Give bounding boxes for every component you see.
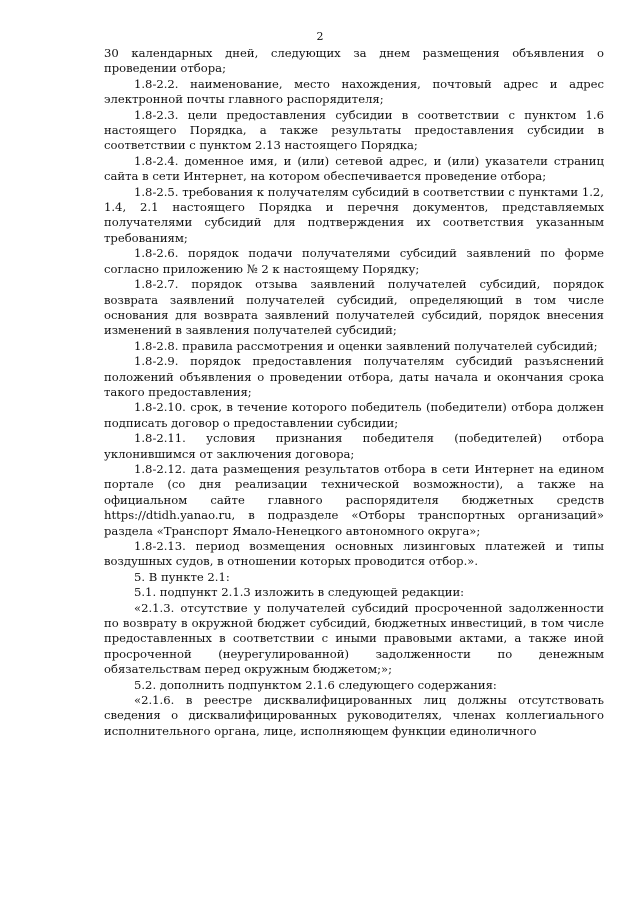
page-number: 2 [316, 30, 324, 43]
paragraph: 1.8-2.4. доменное имя, и (или) сетевой адрес, и (или) указатели страниц сайта в сети Интернет, на котором обеспечивается проведение отбора; [104, 153, 604, 184]
document-body [104, 46, 604, 739]
paragraph: 1.8-2.9. порядок предоставления получателям субсидий разъяснений положений объявления о проведении отбора, даты начала и окончания срока такого предоставления; [104, 354, 604, 399]
paragraph: 1.8-2.10. срок, в течение которого победитель (победители) отбора должен подписать договор о предоставлении субсидии; [104, 400, 604, 430]
paragraph: 1.8-2.3. цели предоставления субсидии в соответствии с пунктом 1.6 настоящего Порядка, а также результаты предоставления субсидии в соответствии с пунктом 2.13 настоящего Порядка; [104, 107, 604, 153]
paragraph: 5. В пункте 2.1: [134, 569, 230, 584]
paragraph: «2.1.6. в реестре дисквалифицированных лиц должны отсутствовать сведения о дисквалифицированных руководителях, членах коллегиального исполнительного органа, лице, исполняющем функции единоличного [104, 693, 604, 738]
paragraph: 1.8-2.11. условия признания победителя (победителей) отбора уклонившимся от заключения договора; [104, 431, 604, 461]
paragraph: 5.1. подпункт 2.1.3 изложить в следующей редакции: [134, 585, 465, 600]
paragraph: 1.8-2.5. требования к получателям субсидий в соответствии с пунктами 1.2, 1.4, 2.1 настоящего Порядка и перечня документов, представляемых получателями субсидий для подтверждения их соответствия указанным требованиям; [104, 184, 604, 245]
paragraph: 1.8-2.6. порядок подачи получателями субсидий заявлений по форме согласно приложению № 2 к настоящему Порядку; [104, 246, 604, 276]
paragraph: 1.8-2.8. правила рассмотрения и оценки заявлений получателей субсидий; [134, 338, 598, 353]
paragraph: 1.8-2.13. период возмещения основных лизинговых платежей и типы воздушных судов, в отношении которых проводится отбор.». [104, 539, 604, 569]
paragraph: «2.1.3. отсутствие у получателей субсидий просроченной задолженности по возврату в окружной бюджет субсидий, бюджетных инвестиций, в том числе предоставленных в соответствии с иными правовыми актами, а также иной просроченной (неурегулированной) задолженности по денежным обязательствам перед окружным бюджетом;»; [104, 600, 604, 677]
paragraph: 30 календарных дней, следующих за днем размещения объявления о проведении отбора; [104, 46, 604, 76]
paragraph: 1.8-2.2. наименование, место нахождения, почтовый адрес и адрес электронной почты главного распорядителя; [104, 76, 604, 107]
paragraph: 1.8-2.7. порядок отзыва заявлений получателей субсидий, порядок возврата заявлений получателей субсидий, определяющий в том числе основания для возврата заявлений получателей субсидий, порядок внесения изменений в заявления получателей субсидий; [104, 277, 604, 338]
paragraph: 5.2. дополнить подпунктом 2.1.6 следующего содержания: [134, 677, 497, 692]
paragraph: 1.8-2.12. дата размещения результатов отбора в сети Интернет на едином портале (со дня реализации технической возможности), а также на официальном сайте главного распорядителя бюджетных средств https://dtidh.yanao.ru, в подразделе «Отборы транспортных организаций» раздела «Транспорт Ямало-Ненецкого автономного округа»; [104, 461, 604, 538]
